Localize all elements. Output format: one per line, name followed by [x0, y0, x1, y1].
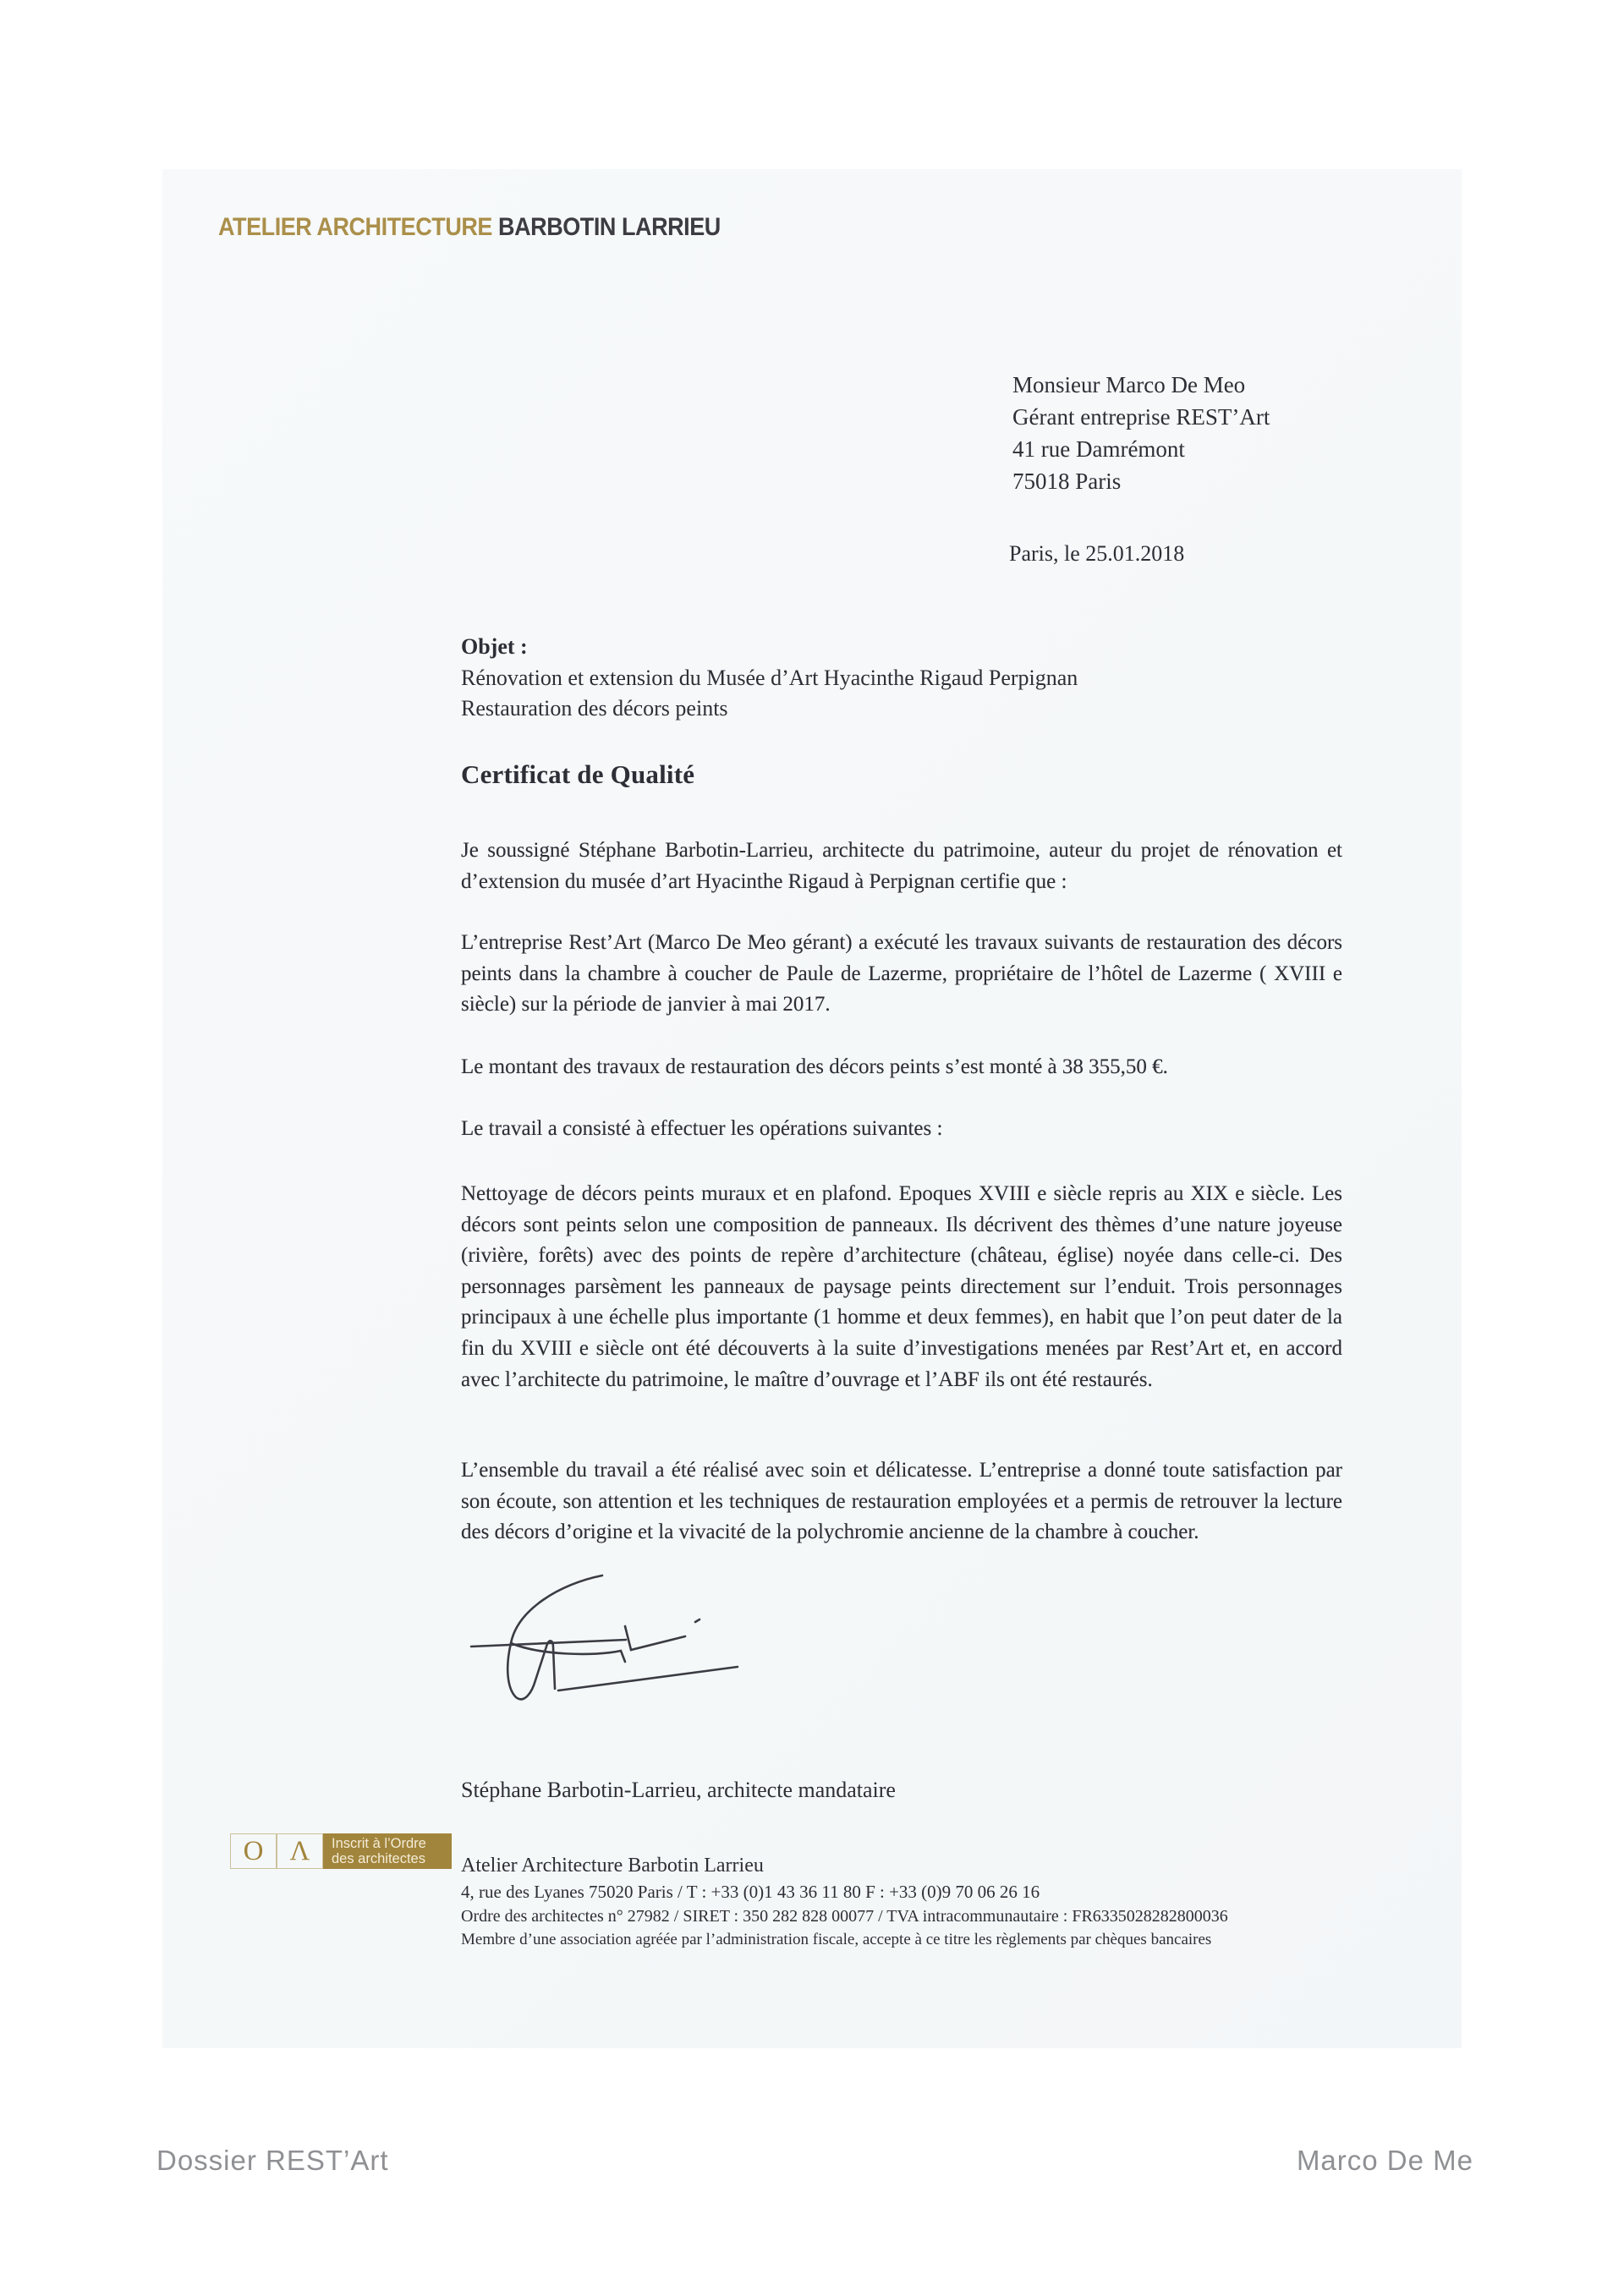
subject-line: Restauration des décors peints: [461, 696, 728, 721]
agency-footer-line: Ordre des architectes n° 27982 / SIRET : 350 282 828 00077 / TVA intracommunautaire : FR6335028282800036: [461, 1907, 1228, 1926]
scanned-letter: [162, 169, 1462, 2048]
author-label: Marco De Me: [1296, 2145, 1473, 2176]
dossier-label: Dossier REST’Art: [156, 2145, 389, 2176]
recipient-line: 75018 Paris: [1012, 469, 1122, 494]
letterhead-part-dark: BARBOTIN LARRIEU: [498, 213, 721, 241]
subject-label: Objet :: [461, 634, 528, 659]
letterhead-wordmark: [218, 213, 721, 242]
signatory-line: Stéphane Barbotin-Larrieu, architecte mandataire: [461, 1778, 896, 1802]
letter-title: Certificat de Qualité: [461, 759, 695, 789]
letter-paragraph: Nettoyage de décors peints muraux et en plafond. Epoques XVIII e siècle repris au XIX e siècle. Les décors sont peints selon une composition de panneaux. Ils décrivent des thèmes d’une nature joyeuse (rivière, forêts) avec des points de repère d’architecture (château, église) noyée dans celle-ci. Des personnages parsèment les panneaux de paysage peints directement sur l’enduit. Trois personnages principaux à une échelle plus importante (1 homme et deux femmes), en habit que l’on peut dater de la fin du XVIII e siècle ont été découverts à la suite d’investigations menées par Rest’Art et, en accord avec l’architecte du patrimoine, le maître d’ouvrage et l’ABF ils ont été restaurés.: [461, 1182, 1342, 1391]
logo-letter-o: O: [230, 1833, 277, 1869]
recipient-line: Monsieur Marco De Meo: [1012, 372, 1246, 397]
logo-letter-a: Λ: [277, 1833, 323, 1869]
letter-paragraph: Le travail a consisté à effectuer les opérations suivantes :: [461, 1117, 943, 1140]
letter-paragraph: L’entreprise Rest’Art (Marco De Meo gérant) a exécuté les travaux suivants de restauration des décors peints dans la chambre à coucher de Paule de Lazerme, propriétaire de l’hôtel de Lazerme ( XVIII e siècle) sur la période de janvier à mai 2017.: [461, 931, 1342, 1016]
order-badge-line: Inscrit à l’Ordre: [332, 1836, 426, 1851]
letter-paragraph: L’ensemble du travail a été réalisé avec soin et délicatesse. L’entreprise a donné toute satisfaction par son écoute, son attention et les techniques de restauration employées et a permis de retrouver la lecture des décors d’origine et la vivacité de la polychromie ancienne de la chambre à coucher.: [461, 1459, 1342, 1544]
signature-scrawl: [458, 1569, 763, 1721]
recipient-block: [1012, 369, 1270, 497]
architects-order-logo: [230, 1833, 452, 1869]
agency-footer-line: Atelier Architecture Barbotin Larrieu: [461, 1855, 764, 1877]
letter-paragraph: Le montant des travaux de restauration des décors peints s’est monté à 38 355,50 €.: [461, 1055, 1168, 1078]
order-badge: [323, 1833, 452, 1869]
recipient-line: Gérant entreprise REST’Art: [1012, 404, 1270, 430]
agency-footer-line: 4, rue des Lyanes 75020 Paris / T : +33 (0)1 43 36 11 80 F : +33 (0)9 70 06 26 16: [461, 1882, 1040, 1902]
recipient-line: 41 rue Damrémont: [1012, 436, 1185, 462]
letterhead-part-gold: ATELIER ARCHITECTURE: [218, 213, 492, 241]
letter-paragraph: Je soussigné Stéphane Barbotin-Larrieu, architecte du patrimoine, auteur du projet de rénovation et d’extension du musée d’art Hyacinthe Rigaud à Perpignan certifie que :: [461, 839, 1342, 893]
subject-line: Rénovation et extension du Musée d’Art Hyacinthe Rigaud Perpignan: [461, 666, 1078, 690]
dateline: Paris, le 25.01.2018: [1009, 541, 1185, 566]
order-badge-line: des architectes: [332, 1851, 425, 1866]
agency-footer-line: Membre d’une association agréée par l’administration fiscale, accepte à ce titre les règlements par chèques bancaires: [461, 1931, 1212, 1948]
